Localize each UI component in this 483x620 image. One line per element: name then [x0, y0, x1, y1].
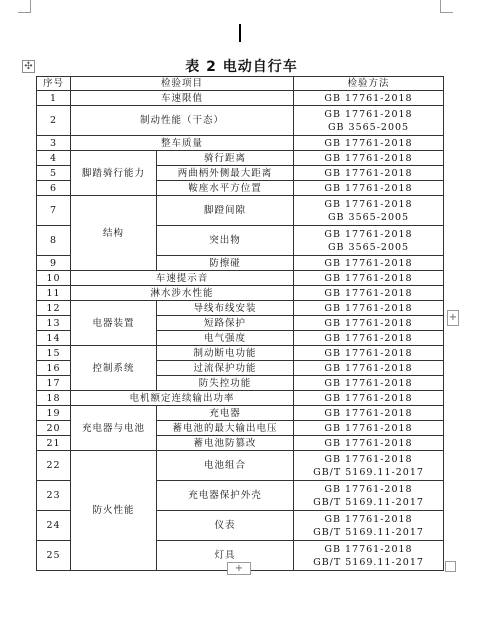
row-method	[294, 301, 444, 316]
group-label: 防火性能	[71, 451, 157, 571]
add-row-plus-icon[interactable]: +	[447, 310, 459, 326]
row-item: 电机额定连续输出功率	[71, 391, 294, 406]
method-line: GB 17761-2018	[324, 108, 413, 120]
row-method	[294, 481, 444, 511]
table-row	[37, 286, 444, 301]
table-row	[37, 91, 444, 106]
row-no: 4	[37, 151, 71, 166]
row-no: 5	[37, 166, 71, 181]
table-row	[37, 136, 444, 151]
row-method	[294, 256, 444, 271]
inspection-table	[36, 76, 444, 571]
method-line: GB 17761-2018	[324, 228, 413, 240]
row-method	[294, 541, 444, 571]
row-no: 3	[37, 136, 71, 151]
row-method	[294, 91, 444, 106]
row-item: 电气强度	[157, 331, 294, 346]
row-no: 11	[37, 286, 71, 301]
row-method	[294, 361, 444, 376]
method-line: GB 3565-2005	[327, 121, 410, 133]
row-method	[294, 406, 444, 421]
row-item: 短路保护	[157, 316, 294, 331]
group-label: 脚踏骑行能力	[71, 151, 157, 196]
row-no: 20	[37, 421, 71, 436]
row-no: 19	[37, 406, 71, 421]
row-no: 15	[37, 346, 71, 361]
method-line: GB/T 5169.11-2017	[313, 496, 424, 508]
table-title: 表 2 电动自行车	[185, 59, 298, 75]
row-method	[294, 436, 444, 451]
row-item: 两曲柄外侧最大距离	[157, 166, 294, 181]
row-item: 灯具	[157, 541, 294, 571]
row-method	[294, 226, 444, 256]
row-method	[294, 151, 444, 166]
text-cursor	[239, 24, 241, 42]
row-no: 12	[37, 301, 71, 316]
page-corner-mark-left	[18, 0, 31, 13]
method-line: GB 17761-2018	[324, 182, 413, 194]
row-method	[294, 271, 444, 286]
method-line: GB 17761-2018	[324, 347, 413, 359]
row-method	[294, 421, 444, 436]
page-corner-mark-right	[440, 0, 453, 13]
table-row	[37, 301, 444, 316]
method-line: GB 17761-2018	[324, 287, 413, 299]
add-column-plus-icon[interactable]: +	[227, 562, 251, 575]
row-item: 防失控功能	[157, 376, 294, 391]
row-no: 14	[37, 331, 71, 346]
table-row	[37, 406, 444, 421]
table-row	[37, 106, 444, 136]
row-item: 充电器	[157, 406, 294, 421]
row-no: 18	[37, 391, 71, 406]
method-line: GB 17761-2018	[324, 198, 413, 210]
row-item: 骑行距离	[157, 151, 294, 166]
method-line: GB 17761-2018	[324, 317, 413, 329]
method-line: GB 17761-2018	[324, 453, 413, 465]
row-method	[294, 166, 444, 181]
header-no: 序号	[37, 77, 71, 91]
row-no: 1	[37, 91, 71, 106]
row-method	[294, 196, 444, 226]
header-row	[37, 77, 444, 91]
method-line: GB 17761-2018	[324, 377, 413, 389]
table-row	[37, 451, 444, 481]
row-method	[294, 106, 444, 136]
row-item: 车速限值	[71, 91, 294, 106]
method-line: GB 17761-2018	[324, 137, 413, 149]
row-no: 24	[37, 511, 71, 541]
row-item: 整车质量	[71, 136, 294, 151]
group-label: 控制系统	[71, 346, 157, 391]
row-item: 导线布线安装	[157, 301, 294, 316]
method-line: GB 17761-2018	[324, 257, 413, 269]
row-no: 17	[37, 376, 71, 391]
method-line: GB 17761-2018	[324, 513, 413, 525]
row-no: 9	[37, 256, 71, 271]
row-method	[294, 346, 444, 361]
row-item: 制动断电功能	[157, 346, 294, 361]
method-line: GB 17761-2018	[324, 152, 413, 164]
row-item: 制动性能（干态）	[71, 106, 294, 136]
row-no: 13	[37, 316, 71, 331]
row-no: 16	[37, 361, 71, 376]
row-item: 蓄电池的最大输出电压	[157, 421, 294, 436]
method-line: GB 17761-2018	[324, 483, 413, 495]
row-item: 过流保护功能	[157, 361, 294, 376]
row-method	[294, 331, 444, 346]
row-no: 23	[37, 481, 71, 511]
row-no: 2	[37, 106, 71, 136]
method-line: GB 17761-2018	[324, 422, 413, 434]
method-line: GB 17761-2018	[324, 332, 413, 344]
table-row	[37, 346, 444, 361]
row-no: 7	[37, 196, 71, 226]
table-resize-handle[interactable]	[445, 561, 456, 572]
method-line: GB 17761-2018	[324, 92, 413, 104]
row-method	[294, 376, 444, 391]
method-line: GB 17761-2018	[324, 437, 413, 449]
method-line: GB 17761-2018	[324, 543, 413, 555]
row-no: 22	[37, 451, 71, 481]
row-item: 淋水涉水性能	[71, 286, 294, 301]
table-row	[37, 271, 444, 286]
method-line: GB/T 5169.11-2017	[313, 556, 424, 568]
move-icon[interactable]: ✣	[22, 60, 35, 73]
row-item: 充电器保护外壳	[157, 481, 294, 511]
row-method	[294, 286, 444, 301]
row-no: 6	[37, 181, 71, 196]
row-item: 车速提示音	[71, 271, 294, 286]
method-line: GB 17761-2018	[324, 407, 413, 419]
group-label: 充电器与电池	[71, 406, 157, 451]
row-method	[294, 511, 444, 541]
row-item: 电池组合	[157, 451, 294, 481]
header-item: 检验项目	[71, 77, 294, 91]
row-method	[294, 316, 444, 331]
row-item: 防擦碰	[157, 256, 294, 271]
method-line: GB 17761-2018	[324, 167, 413, 179]
header-method: 检验方法	[294, 77, 444, 91]
row-item: 脚蹬间隙	[157, 196, 294, 226]
group-label: 电器装置	[71, 301, 157, 346]
method-line: GB/T 5169.11-2017	[313, 466, 424, 478]
row-item: 突出物	[157, 226, 294, 256]
row-item: 鞍座水平方位置	[157, 181, 294, 196]
row-no: 21	[37, 436, 71, 451]
method-line: GB 3565-2005	[327, 211, 410, 223]
row-method	[294, 181, 444, 196]
row-item: 仪表	[157, 511, 294, 541]
method-line: GB 17761-2018	[324, 362, 413, 374]
method-line: GB 3565-2005	[327, 241, 410, 253]
method-line: GB 17761-2018	[324, 302, 413, 314]
table-row	[37, 151, 444, 166]
row-item: 蓄电池防篡改	[157, 436, 294, 451]
method-line: GB 17761-2018	[324, 392, 413, 404]
row-no: 8	[37, 226, 71, 256]
group-label: 结构	[71, 196, 157, 271]
row-method	[294, 391, 444, 406]
method-line: GB/T 5169.11-2017	[313, 526, 424, 538]
row-no: 10	[37, 271, 71, 286]
row-no: 25	[37, 541, 71, 571]
table-row	[37, 391, 444, 406]
table-row	[37, 196, 444, 226]
row-method	[294, 451, 444, 481]
method-line: GB 17761-2018	[324, 272, 413, 284]
row-method	[294, 136, 444, 151]
